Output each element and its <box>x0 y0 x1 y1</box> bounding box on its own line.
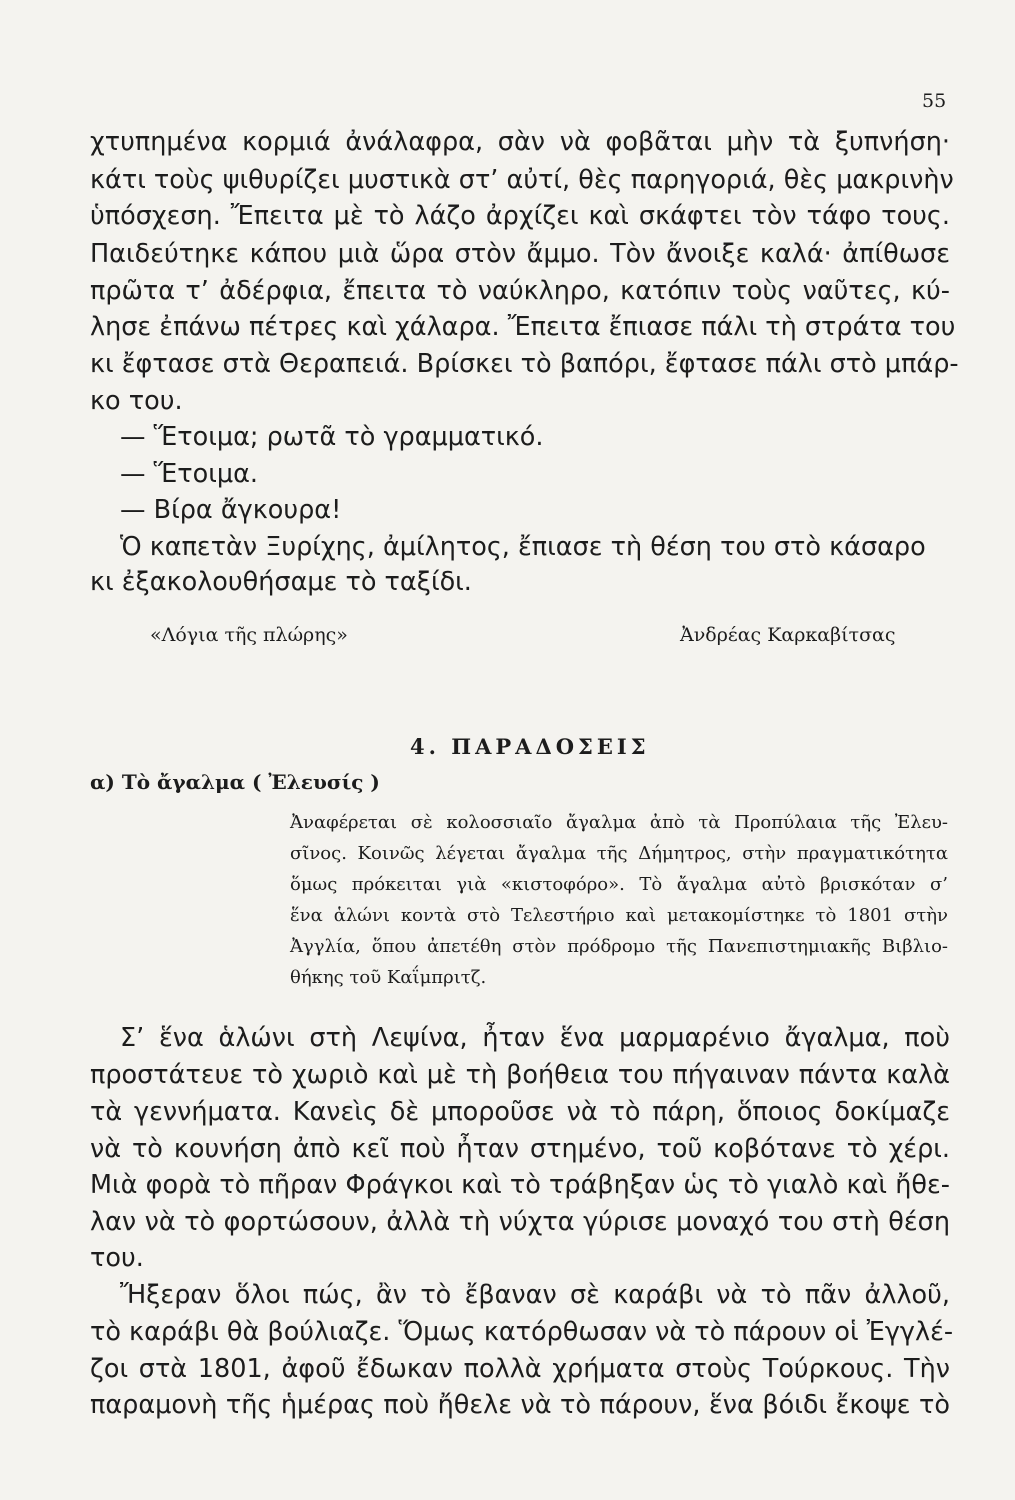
note-line: ὅμως πρόκειται γιὰ «κιστοφόρο». Τὸ ἄγαλμα αὐτὸ βρισκόταν σ’ <box>290 874 948 895</box>
text-line: του. <box>90 1243 144 1273</box>
text-line: τὸ καράβι θὰ βούλιαζε. Ὅμως κατόρθωσαν νὰ τὸ πάρουν οἱ Ἐγγλέ- <box>90 1317 954 1347</box>
subsection-title: α) Τὸ ἄγαλμα ( Ἐλευσίς ) <box>90 770 380 794</box>
text-line: Σ’ ἕνα ἁλώνι στὴ Λεψίνα, ἦταν ἕνα μαρμαρένιο ἄγαλμα, ποὺ <box>120 1023 950 1053</box>
text-line: νὰ τὸ κουνήση ἀπὸ κεῖ ποὺ ἦταν στημένο, τοῦ κοβότανε τὸ χέρι. <box>90 1134 950 1164</box>
text-line: κο του. <box>90 386 183 416</box>
note-line: θήκης τοῦ Καΐμπριτζ. <box>290 967 487 988</box>
text-line: λαν νὰ τὸ φορτώσουν, ἀλλὰ τὴ νύχτα γύρισε μοναχό του στὴ θέση <box>90 1207 950 1237</box>
text-line: λησε ἐπάνω πέτρες καὶ χάλαρα. Ἔπειτα ἔπιασε πάλι τὴ στράτα του <box>90 312 956 342</box>
dialogue-line: — Ἕτοιμα; ρωτᾶ τὸ γραμματικό. <box>120 422 544 452</box>
text-line: κι ἐξακολουθήσαμε τὸ ταξίδι. <box>90 567 472 597</box>
quote-author: Ἀνδρέας Καρκαβίτσας <box>680 624 896 646</box>
text-line: τὰ γεννήματα. Κανεὶς δὲ μποροῦσε νὰ τὸ πάρη, ὅποιος δοκίμαζε <box>90 1097 950 1127</box>
text-line: Ἤξεραν ὅλοι πώς, ἂν τὸ ἔβαναν σὲ καράβι νὰ τὸ πᾶν ἀλλοῦ, <box>120 1280 950 1310</box>
dialogue-line: — Βίρα ἄγκουρα! <box>120 495 342 525</box>
note-line: Ἀναφέρεται σὲ κολοσσιαῖο ἄγαλμα ἀπὸ τὰ Προπύλαια τῆς Ἐλευ- <box>290 812 948 833</box>
quote-source: «Λόγια τῆς πλώρης» <box>150 624 348 646</box>
text-line: παραμονὴ τῆς ἡμέρας ποὺ ἤθελε νὰ τὸ πάρουν, ἕνα βόιδι ἔκοψε τὸ <box>90 1390 950 1420</box>
note-line: ἕνα ἁλώνι κοντὰ στὸ Τελεστήριο καὶ μετακομίστηκε τὸ 1801 στὴν <box>290 905 948 926</box>
note-line: Ἀγγλία, ὅπου ἀπετέθη στὸν πρόδρομο τῆς Πανεπιστημιακῆς Βιβλιο- <box>290 936 948 957</box>
text-line: χτυπημένα κορμιά ἀνάλαφρα, σὰν νὰ φοβᾶται μὴν τὰ ξυπνήση· <box>90 127 950 157</box>
text-line: ὑπόσχεση. Ἔπειτα μὲ τὸ λάζο ἀρχίζει καὶ σκάφτει τὸν τάφο τους. <box>90 201 950 231</box>
text-line: Ὁ καπετὰν Ξυρίχης, ἀμίλητος, ἔπιασε τὴ θέση του στὸ κάσαρο <box>120 532 926 562</box>
text-line: κι ἔφτασε στὰ Θεραπειά. Βρίσκει τὸ βαπόρι, ἔφτασε πάλι στὸ μπάρ- <box>90 349 959 379</box>
text-line: προστάτευε τὸ χωριὸ καὶ μὲ τὴ βοήθεια του πήγαιναν πάντα καλὰ <box>90 1060 950 1090</box>
note-line: σῖνος. Κοινῶς λέγεται ἄγαλμα τῆς Δήμητρος, στὴν πραγματικότητα <box>290 843 948 864</box>
page-number: 55 <box>922 90 947 112</box>
section-title: 4. ΠΑΡΑΔΟΣΕΙΣ <box>410 734 650 759</box>
text-line: ζοι στὰ 1801, ἀφοῦ ἔδωκαν πολλὰ χρήματα στοὺς Τούρκους. Τὴν <box>90 1354 950 1384</box>
text-line: Μιὰ φορὰ τὸ πῆραν Φράγκοι καὶ τὸ τράβηξαν ὡς τὸ γιαλὸ καὶ ἤθε- <box>90 1170 950 1200</box>
text-line: πρῶτα τ’ ἀδέρφια, ἔπειτα τὸ ναύκληρο, κατόπιν τοὺς ναῦτες, κύ- <box>90 276 950 306</box>
dialogue-line: — Ἕτοιμα. <box>120 459 258 489</box>
text-line: Παιδεύτηκε κάπου μιὰ ὥρα στὸν ἄμμο. Τὸν ἄνοιξε καλά· ἀπίθωσε <box>90 239 950 269</box>
text-line: κάτι τοὺς ψιθυρίζει μυστικὰ στ’ αὐτί, θὲς παρηγοριά, θὲς μακρινὴν <box>90 165 954 195</box>
